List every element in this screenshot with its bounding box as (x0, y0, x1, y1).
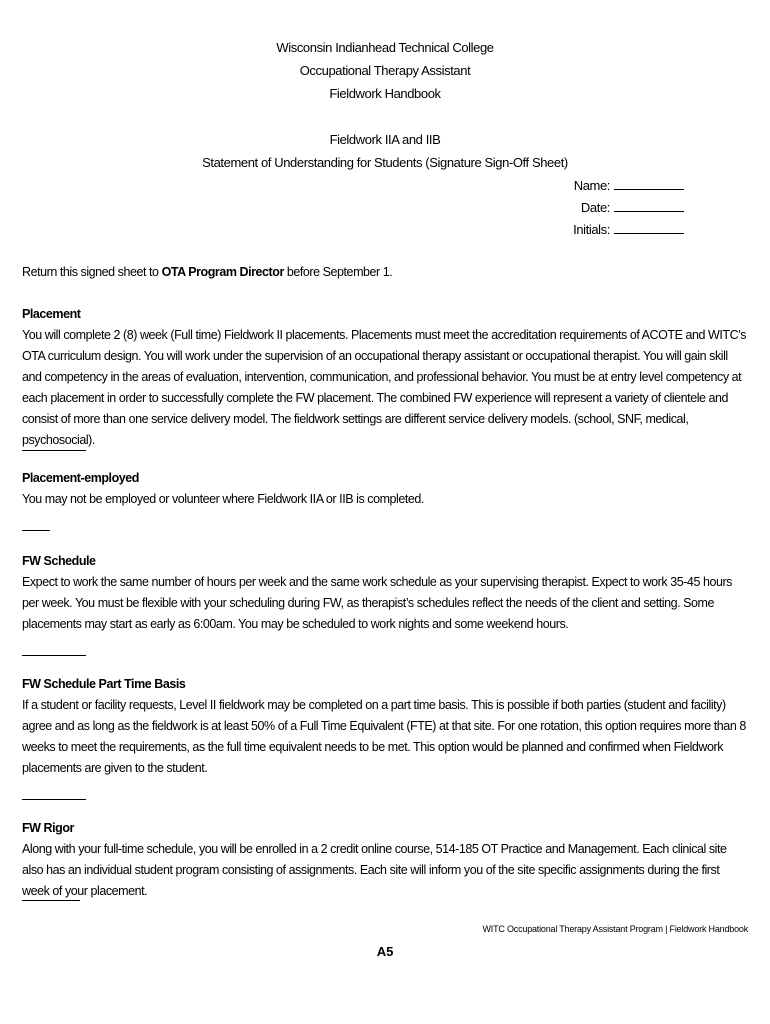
section-fw-schedule (22, 551, 748, 635)
section-heading: FW Schedule (22, 554, 96, 568)
intro-prefix: Return this signed sheet to (22, 265, 162, 279)
section-heading: Placement-employed (22, 471, 139, 485)
section-part-time (22, 674, 748, 779)
initials-signoff (573, 222, 684, 237)
statement-title: Statement of Understanding for Students (Signature Sign-Off Sheet) (202, 155, 568, 170)
section-fw-rigor (22, 818, 748, 902)
initials-line[interactable] (614, 222, 684, 234)
section-heading: FW Rigor (22, 821, 74, 835)
program-name: Occupational Therapy Assistant (299, 63, 471, 78)
intro-bold: OTA Program Director (161, 265, 284, 279)
section-body: You may not be employed or volunteer where Fieldwork IIA or IIB is completed. (22, 492, 424, 506)
section-heading: Placement (22, 307, 81, 321)
section-placement (22, 304, 748, 451)
date-line[interactable] (614, 200, 684, 212)
intro-suffix: before September 1. (283, 265, 393, 279)
footer-text: WITC Occupational Therapy Assistant Program | Fieldwork Handbook (482, 924, 748, 934)
section-body: Along with your full-time schedule, you will be enrolled in a 2 credit online course, 514-185 OT Practice and Management. Each clinical site also has an individual student program consisting of assignments. Each site will inform you of the site specific assignments during the first week of your placement. (22, 842, 727, 898)
section-body: If a student or facility requests, Level II fieldwork may be completed on a part time basis. This is possible if both parties (student and facility) agree and as long as the fieldwork is at least 50% of a Full Time Equivalent (FTE) at that site. For one rotation, this option requires more than 8 weeks to meet the requirements, as the full time equivalent needs to be met. This option would be planned and confirmed when Fieldwork placements are given to the student. (22, 698, 746, 775)
name-label: Name: (573, 178, 610, 193)
section-heading: FW Schedule Part Time Basis (22, 677, 186, 691)
fieldwork-title: Fieldwork IIA and IIB (329, 132, 441, 147)
name-signoff (574, 178, 684, 193)
initial-line[interactable] (22, 900, 80, 901)
initial-line[interactable] (22, 530, 50, 531)
section-body: You will complete 2 (8) week (Full time) Fieldwork II placements. Placements must meet the accreditation requirements of ACOTE and WITC’s OTA curriculum design. You will work under the supervision of an occupational therapy assistant or occupational therapist. You will gain skill and competency in the areas of evaluation, intervention, communication, and professional behavior. You must be at entry level competency at each placement in order to successfully complete the FW placement. The combined FW experience will represent a variety of clientele and consist of more than one service delivery model. The fieldwork settings are different service delivery models. (school, SNF, medical, psychosocial). (22, 328, 747, 447)
date-signoff (581, 200, 684, 215)
handbook-title: Fieldwork Handbook (329, 86, 441, 101)
page-number: A5 (376, 944, 394, 959)
initials-label: Initials: (573, 222, 610, 237)
initial-line[interactable] (22, 450, 86, 451)
college-name: Wisconsin Indianhead Technical College (276, 40, 494, 55)
date-label: Date: (580, 200, 610, 215)
section-placement-employed (22, 468, 748, 510)
return-instruction (22, 262, 748, 283)
section-body: Expect to work the same number of hours per week and the same work schedule as your supervising therapist. Expect to work 35-45 hours per week. You must be flexible with your scheduling during FW, as therapist’s schedules reflect the needs of the client and setting. Some placements may start as early as 6:00am. You may be scheduled to work nights and some weekend hours. (22, 575, 732, 631)
name-line[interactable] (614, 178, 684, 190)
initial-line[interactable] (22, 655, 86, 656)
initial-line[interactable] (22, 799, 86, 800)
